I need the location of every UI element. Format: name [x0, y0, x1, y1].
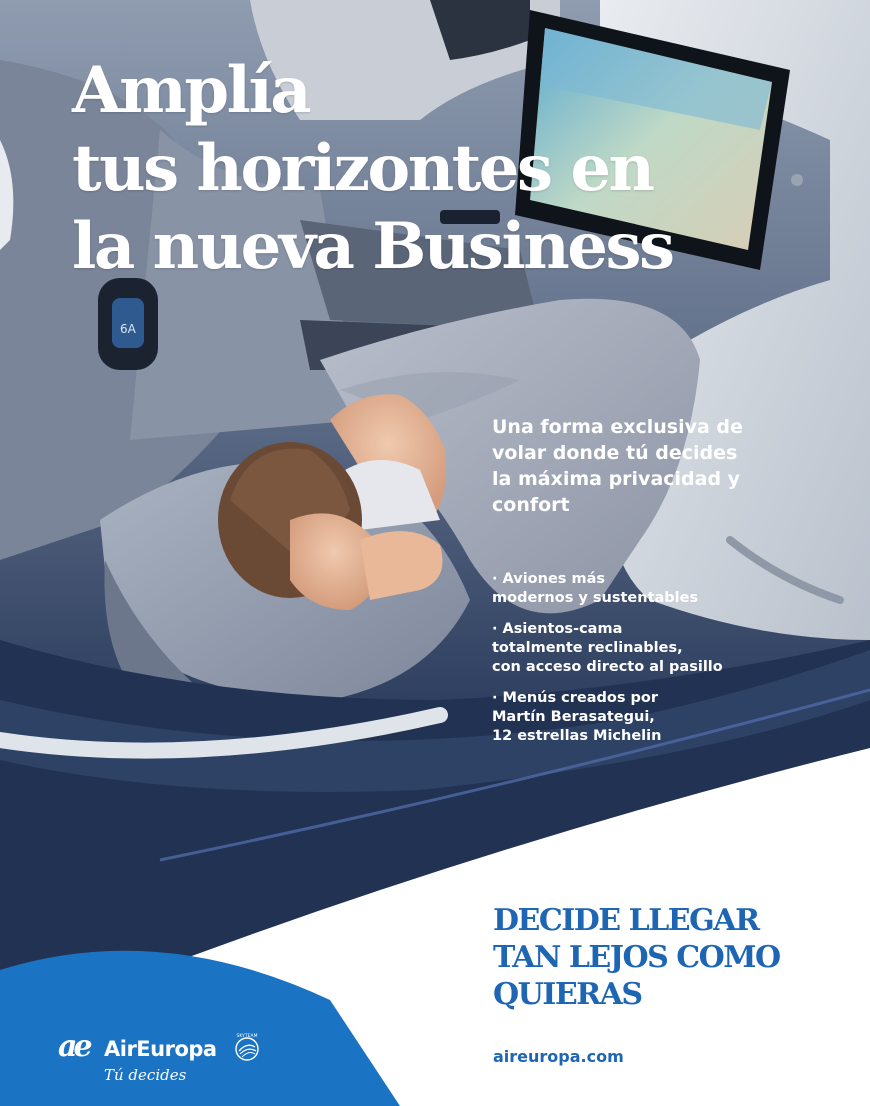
ae-logo-mark: ae [58, 1029, 89, 1064]
brand-slogan: Tú decides [104, 1066, 187, 1084]
feature-line: · Aviones más [492, 571, 606, 587]
intro-line: volar donde tú decides [492, 442, 738, 464]
feature-line: 12 estrellas Michelin [492, 728, 662, 744]
headline-line: tus horizontes en [72, 131, 653, 206]
tagline [493, 902, 823, 1013]
feature-list [492, 570, 772, 758]
intro-line: confort [492, 494, 570, 516]
seat-number-label: 6A [120, 322, 136, 336]
skyteam-alliance-icon [230, 1030, 264, 1064]
feature-item [492, 620, 772, 677]
tagline-line: DECIDE LLEGAR [493, 903, 759, 938]
intro-line: la máxima privacidad y [492, 468, 741, 490]
brand-name: AirEuropa [104, 1037, 217, 1061]
feature-item [492, 689, 772, 746]
alliance-label: SKYTEAM [236, 1034, 258, 1039]
tagline-line: TAN LEJOS COMO [493, 940, 780, 975]
headline [72, 52, 712, 286]
feature-line: con acceso directo al pasillo [492, 659, 723, 675]
tagline-line: QUIERAS [493, 977, 642, 1012]
feature-line: Martín Berasategui, [492, 709, 655, 725]
feature-item [492, 570, 772, 608]
feature-line: totalmente reclinables, [492, 640, 683, 656]
intro-text [492, 414, 792, 518]
aireuropa-logo [58, 1030, 278, 1090]
feature-line: · Asientos-cama [492, 621, 623, 637]
intro-line: Una forma exclusiva de [492, 416, 743, 438]
feature-line: modernos y sustentables [492, 590, 699, 606]
website-link[interactable]: aireuropa.com [493, 1047, 624, 1066]
headline-line: la nueva Business [72, 209, 673, 284]
feature-line: · Menús creados por [492, 690, 659, 706]
headline-line: Amplía [72, 53, 310, 128]
